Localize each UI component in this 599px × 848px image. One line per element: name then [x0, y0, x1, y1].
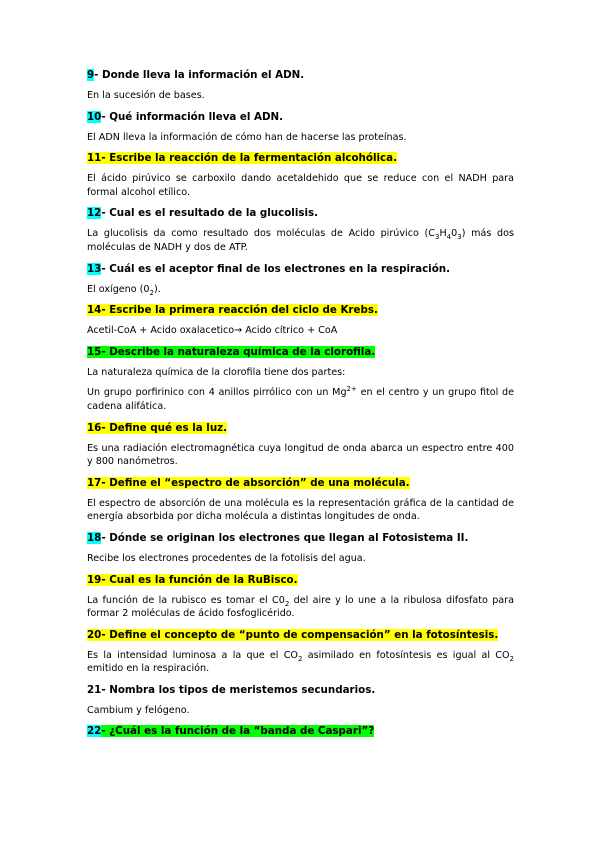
question-13	[87, 262, 514, 276]
answer-text: La glucolisis da como resultado dos moléculas de Acido pirúvico (C	[87, 228, 435, 240]
subscript: 2	[509, 654, 514, 663]
question-number: 20	[87, 628, 102, 641]
question-number: 22	[87, 725, 102, 738]
question-text: - Cual es la función de la RuBisco.	[101, 573, 298, 586]
question-20	[87, 628, 514, 642]
question-text: - Nombra los tipos de meristemos secundarios.	[101, 683, 376, 696]
answer-15-line-1: La naturaleza química de la clorofila tiene dos partes:	[87, 366, 346, 378]
answer-13	[87, 283, 514, 297]
question-14	[87, 303, 514, 317]
answer-20	[87, 649, 514, 676]
answer-text: Es la intensidad luminosa a la que el CO	[87, 649, 298, 661]
question-12	[87, 206, 514, 220]
answer-15-line-2	[87, 386, 514, 413]
question-18	[87, 531, 514, 545]
question-text: - Describe la naturaleza química de la clorofila.	[101, 345, 376, 358]
question-number: 21	[87, 683, 102, 696]
question-text: - ¿Cuál es la función de la “banda de Caspari”?	[101, 725, 375, 738]
answer-text: 0	[451, 228, 458, 240]
question-19	[87, 573, 514, 587]
question-text: - Dónde se originan los electrones que llegan al Fotosistema II.	[101, 531, 469, 544]
answer-10: El ADN lleva la información de cómo han de hacerse las proteínas.	[87, 131, 407, 143]
question-number: 13	[87, 262, 102, 275]
answer-text: del aire y lo une a la ribulosa difosfato para formar 2 moléculas de ácido fosfoglicérido.	[87, 594, 514, 620]
answer-18: Recibe los electrones procedentes de la fotolisis del agua.	[87, 552, 366, 564]
answer-11: El ácido pirúvico se carboxilo dando acetaldehido que se reduce con el NADH para formal alcohol etílico.	[87, 173, 514, 198]
question-text: - Escribe la primera reacción del ciclo de Krebs.	[101, 304, 378, 317]
answer-text: Un grupo porfirinico con 4 anillos pirrólico con un Mg	[87, 387, 347, 399]
answer-text: en el centro y un grupo fitol de cadena alifática.	[87, 387, 514, 412]
answer-17: El espectro de absorción de una molécula es la representación gráfica de la cantidad de energía absorbida por dicha molécula a distintas longitudes de onda.	[87, 497, 514, 523]
question-17	[87, 476, 514, 490]
question-text: - Define el “espectro de absorción” de una molécula.	[101, 476, 410, 489]
answer-text: El oxígeno (0	[87, 283, 150, 295]
answer-16: Es una radiación electromagnética cuya longitud de onda abarca un espectro entre 400 y 800 nanómetros.	[87, 442, 514, 468]
question-text: - Define qué es la luz.	[101, 421, 228, 434]
subscript: 2	[149, 288, 155, 297]
question-text: - Escribe la reacción de la fermentación alcohólica.	[101, 152, 397, 165]
answer-text: ).	[154, 283, 161, 295]
answer-text: asimilado en fotosíntesis es igual al CO	[302, 649, 510, 661]
question-text: - Define el concepto de “punto de compensación” en la fotosíntesis.	[101, 628, 499, 641]
answer-14: Acetil-CoA + Acido oxalacetico→ Acido cítrico + CoA	[87, 325, 338, 337]
subscript: 3	[434, 233, 440, 242]
question-16	[87, 421, 514, 435]
answer-19	[87, 594, 514, 621]
question-number: 10	[87, 110, 102, 123]
question-11	[87, 151, 514, 165]
question-number: 15	[87, 345, 102, 358]
answer-text: ) más dos moléculas de NADH y dos de ATP.	[87, 228, 514, 253]
question-text: - Qué información lleva el ADN.	[101, 110, 284, 123]
question-number: 18	[87, 531, 102, 544]
question-number: 14	[87, 304, 102, 317]
question-text: - Donde lleva la información el ADN.	[94, 69, 305, 81]
question-9	[87, 68, 514, 82]
answer-12	[87, 227, 514, 254]
superscript: 2+	[346, 385, 357, 394]
answer-text: La función de la rubisco es tomar el C0	[87, 594, 285, 606]
question-number: 17	[87, 476, 102, 489]
question-number: 9	[87, 69, 95, 81]
document-body	[87, 66, 514, 745]
question-10	[87, 110, 514, 124]
question-21	[87, 683, 514, 697]
question-text: - Cuál es el aceptor final de los electrones en la respiración.	[101, 262, 451, 275]
question-number: 19	[87, 573, 102, 586]
subscript: 2	[284, 599, 290, 608]
subscript: 2	[298, 654, 303, 663]
question-number: 12	[87, 207, 102, 220]
subscript: 3	[457, 233, 462, 242]
question-22	[87, 724, 514, 738]
question-number: 11	[87, 152, 102, 165]
question-15	[87, 345, 514, 359]
question-number: 16	[87, 421, 102, 434]
subscript: 4	[446, 233, 452, 242]
answer-9: En la sucesión de bases.	[87, 90, 205, 101]
answer-text: H	[439, 228, 447, 240]
question-text: - Cual es el resultado de la glucolisis.	[101, 207, 319, 220]
answer-21: Cambium y felógeno.	[87, 704, 190, 716]
answer-text: emitido en la respiración.	[87, 663, 210, 675]
